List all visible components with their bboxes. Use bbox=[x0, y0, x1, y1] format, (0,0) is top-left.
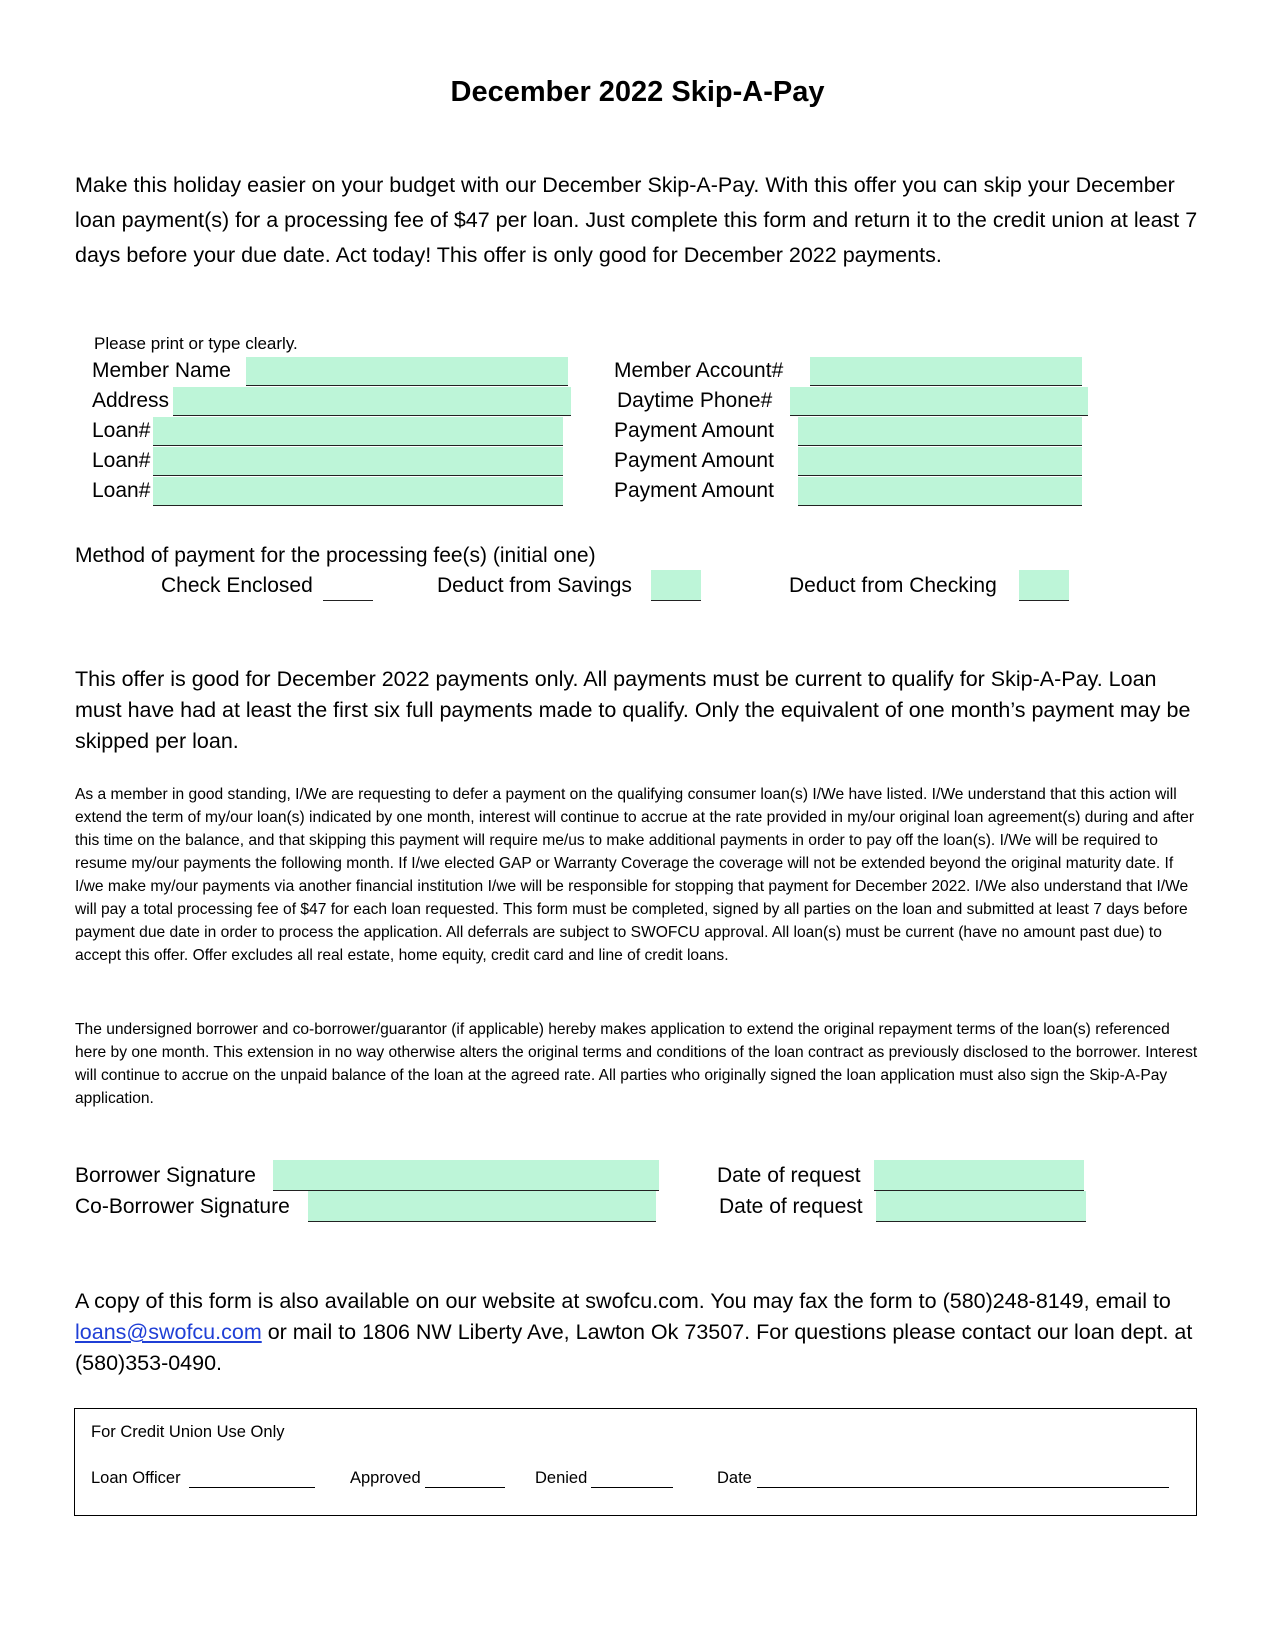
address-field[interactable] bbox=[173, 387, 571, 416]
loan-1-field[interactable] bbox=[153, 417, 563, 446]
payment-amount-3-field[interactable] bbox=[798, 477, 1082, 506]
contact-paragraph bbox=[75, 1286, 1205, 1379]
borrower-signature-field[interactable] bbox=[273, 1160, 659, 1191]
deduct-checking-label: Deduct from Checking bbox=[789, 574, 997, 597]
offer-terms: This offer is good for December 2022 payments only. All payments must be current to qualify for Skip-A-Pay. Loan must have had at least the first six full payments made to qualify. Only the equivalent of one month’s payment may be skipped per loan. bbox=[75, 667, 1191, 753]
loan-3-label: Loan# bbox=[92, 479, 151, 502]
date-of-request-2-label: Date of request bbox=[719, 1195, 863, 1218]
member-name-label: Member Name bbox=[92, 359, 231, 382]
payment-method-heading: Method of payment for the processing fee(s) (initial one) bbox=[75, 544, 596, 567]
coborrower-signature-label: Co-Borrower Signature bbox=[75, 1195, 290, 1218]
contact-text-1: A copy of this form is also available on our website at swofcu.com. You may fax the form to (580)248-8149, email to bbox=[75, 1289, 1171, 1313]
member-name-field[interactable] bbox=[246, 357, 568, 386]
disclosure-paragraph-2: The undersigned borrower and co-borrower/guarantor (if applicable) hereby makes application to extend the original repayment terms of the loan(s) referenced here by one month. This extension in no way otherwise alters the original terms and conditions of the loan contract as previously disclosed to the borrower. Interest will continue to accrue on the unpaid balance of the loan at the agreed rate. All parties who originally signed the loan application must also sign the Skip-A-Pay application. bbox=[75, 1021, 1198, 1107]
cu-date-label: Date bbox=[717, 1469, 752, 1487]
date-of-request-2-field[interactable] bbox=[876, 1191, 1086, 1222]
loan-2-field[interactable] bbox=[153, 447, 563, 476]
check-enclosed-label: Check Enclosed bbox=[161, 574, 313, 597]
cu-date-field[interactable] bbox=[757, 1469, 1169, 1488]
payment-amount-1-label: Payment Amount bbox=[614, 419, 774, 442]
approved-field[interactable] bbox=[425, 1469, 505, 1488]
member-account-label: Member Account# bbox=[614, 359, 784, 382]
deduct-savings-initial[interactable] bbox=[651, 570, 701, 601]
contact-text-2: or mail to 1806 NW Liberty Ave, Lawton Ok 73507. For questions please contact our loan dept. at (580)353-0490. bbox=[75, 1320, 1193, 1375]
print-instruction: Please print or type clearly. bbox=[94, 334, 298, 353]
loan-1-label: Loan# bbox=[92, 419, 151, 442]
date-of-request-1-field[interactable] bbox=[874, 1160, 1084, 1191]
email-link[interactable]: loans@swofcu.com bbox=[75, 1320, 262, 1344]
loan-officer-label: Loan Officer bbox=[91, 1469, 181, 1487]
daytime-phone-field[interactable] bbox=[790, 387, 1088, 416]
loan-2-label: Loan# bbox=[92, 449, 151, 472]
deduct-savings-label: Deduct from Savings bbox=[437, 574, 632, 597]
deduct-checking-initial[interactable] bbox=[1019, 570, 1069, 601]
approved-label: Approved bbox=[350, 1469, 421, 1487]
intro-paragraph: Make this holiday easier on your budget with our December Skip-A-Pay. With this offer you can skip your December loan payment(s) for a processing fee of $47 per loan. Just complete this form and return it to the credit union at least 7 days before your due date. Act today! This offer is only good for December 2022 payments. bbox=[75, 173, 1198, 267]
payment-amount-1-field[interactable] bbox=[798, 417, 1082, 446]
disclosure-paragraph-1: As a member in good standing, I/We are requesting to defer a payment on the qualifying consumer loan(s) I/We have listed. I/We understand that this action will extend the term of my/our loan(s) indicated by one month, interest will continue to accrue at the rate provided in my/our original loan agreement(s) during and after this time on the balance, and that skipping this payment will require me/us to make additional payments in order to pay off the loan(s). I/We will be required to resume my/our payments the following month. If I/we elected GAP or Warranty Coverage the coverage will not be extended beyond the original maturity date. If I/we make my/our payments via another financial institution I/we will be responsible for stopping that payment for December 2022. I/We also understand that I/We will pay a total processing fee of $47 for each loan requested. This form must be completed, signed by all parties on the loan and submitted at least 7 days before payment due date in order to process the application. All deferrals are subject to SWOFCU approval. All loan(s) must be current (have no amount past due) to accept this offer. Offer excludes all real estate, home equity, credit card and line of credit loans. bbox=[75, 786, 1195, 964]
date-of-request-1-label: Date of request bbox=[717, 1164, 861, 1187]
payment-amount-3-label: Payment Amount bbox=[614, 479, 774, 502]
credit-union-use-box bbox=[74, 1408, 1197, 1516]
denied-field[interactable] bbox=[591, 1469, 673, 1488]
borrower-signature-label: Borrower Signature bbox=[75, 1164, 256, 1187]
payment-amount-2-label: Payment Amount bbox=[614, 449, 774, 472]
cu-use-heading: For Credit Union Use Only bbox=[91, 1423, 285, 1441]
check-enclosed-initial[interactable] bbox=[323, 572, 373, 601]
page-title: December 2022 Skip-A-Pay bbox=[450, 76, 825, 108]
address-label: Address bbox=[92, 389, 170, 412]
payment-amount-2-field[interactable] bbox=[798, 447, 1082, 476]
daytime-phone-label: Daytime Phone# bbox=[617, 389, 773, 412]
coborrower-signature-field[interactable] bbox=[308, 1191, 656, 1222]
loan-3-field[interactable] bbox=[153, 477, 563, 506]
member-account-field[interactable] bbox=[810, 357, 1082, 386]
loan-officer-field[interactable] bbox=[189, 1469, 315, 1488]
denied-label: Denied bbox=[535, 1469, 588, 1487]
